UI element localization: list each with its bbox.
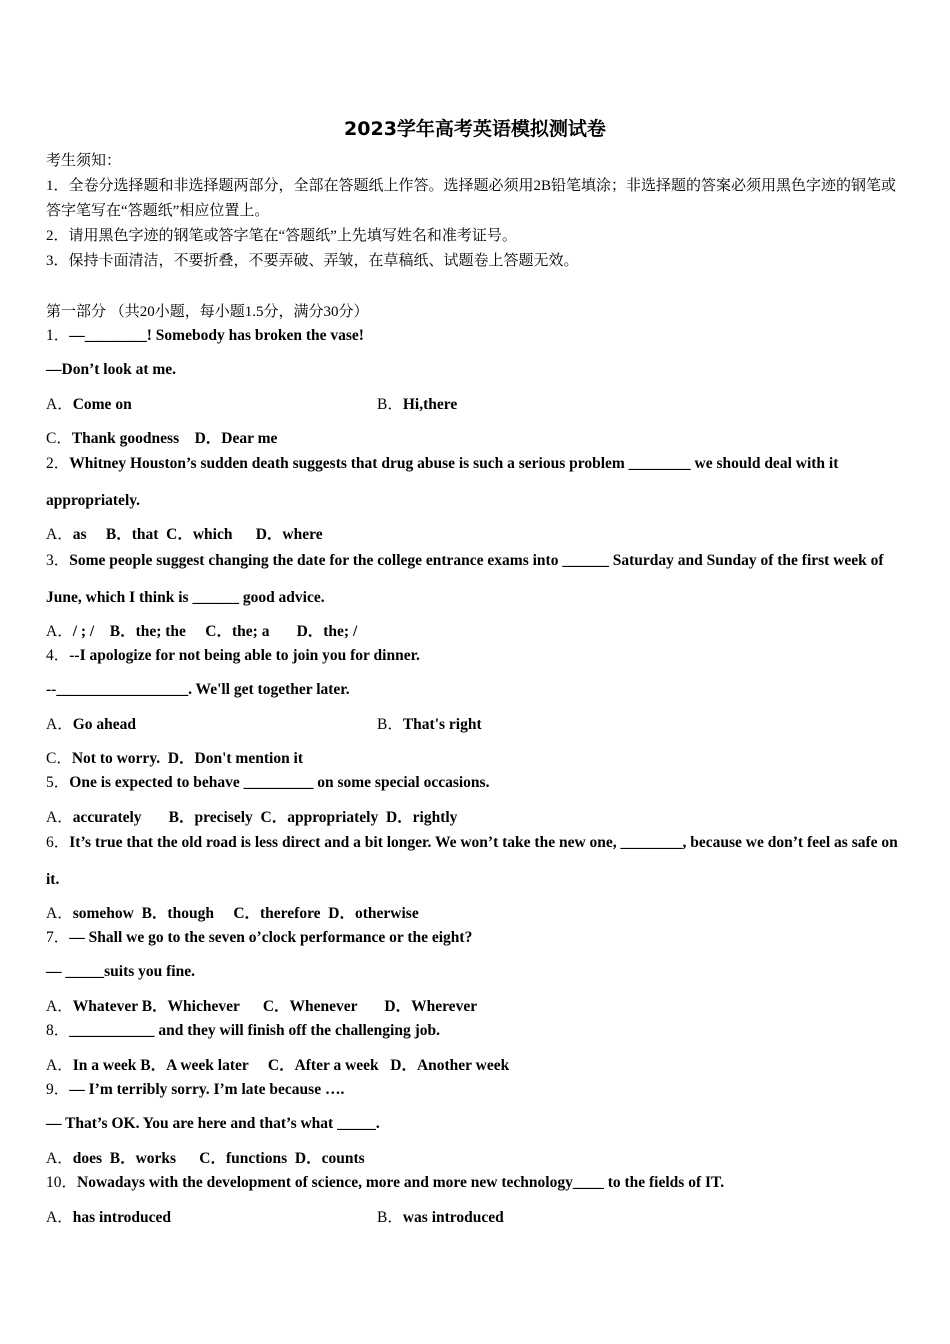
section-heading: 第一部分 （共20小题，每小题1.5分，满分30分）	[46, 304, 369, 320]
question-1: 1．—________! Somebody has broken the vase!	[46, 327, 364, 344]
question-4: 4．--I apologize for not being able to join you for dinner.	[46, 647, 420, 664]
question-10-option-a: A．has introduced	[46, 1209, 172, 1226]
notice-item-2: 2．请用黑色字迹的钢笔或答字笔在“答题纸”上先填写姓名和准考证号。	[46, 228, 517, 244]
question-6: 6．It’s true that the old road is less direct and a bit longer. We won’t take the new one, ________, because we don’t feel as safe on it.	[46, 834, 898, 888]
question-10-option-b: B．was introduced	[377, 1209, 504, 1226]
question-5-options: A．accurately B．precisely C．appropriately D．rightly	[46, 809, 458, 826]
question-4-option-a: A．Go ahead	[46, 716, 137, 733]
question-stem: — I’m terribly sorry. I’m late because ….	[69, 1081, 345, 1098]
question-5: 5．One is expected to behave _________ on some special occasions.	[46, 774, 490, 791]
question-stem: --I apologize for not being able to join you for dinner.	[69, 647, 420, 664]
question-10: 10．Nowadays with the development of science, more and more new technology____ to the fields of IT.	[46, 1174, 725, 1191]
question-2: 2．Whitney Houston’s sudden death suggests that drug abuse is such a serious problem ________ we should deal with it appropriately.	[46, 455, 839, 509]
notice-block	[46, 149, 906, 274]
question-6-options: A．somehow B．though C．therefore D．otherwise	[46, 905, 419, 922]
page-title: 2023学年高考英语模拟测试卷	[344, 118, 606, 140]
notice-item-1: 1．全卷分选择题和非选择题两部分，全部在答题纸上作答。选择题必须用2B铅笔填涂；非选择题的答案必须用黑色字迹的钢笔或答字笔写在“答题纸”相应位置上。	[46, 178, 897, 219]
notice-item-3: 3．保持卡面清洁，不要折叠，不要弄破、弄皱，在草稿纸、试题卷上答题无效。	[46, 253, 579, 269]
question-1-option-b: B．Hi,there	[377, 396, 458, 413]
question-9-options: A．does B．works C．functions D．counts	[46, 1150, 365, 1167]
question-8-options: A．In a week B．A week later C．After a week D．Another week	[46, 1057, 510, 1074]
notice-heading: 考生须知：	[46, 153, 122, 169]
question-7-options: A．Whatever B．Whichever C．Whenever D．Wherever	[46, 998, 478, 1015]
question-stem: — Shall we go to the seven o’clock performance or the eight?	[69, 929, 473, 946]
question-stem: One is expected to behave _________ on some special occasions.	[69, 774, 490, 791]
question-3: 3．Some people suggest changing the date for the college entrance exams into ______ Saturday and Sunday of the first week of June, which I think is ______ good advice.	[46, 552, 884, 606]
question-1-option-a: A．Come on	[46, 396, 132, 413]
question-1-reply: —Don’t look at me.	[46, 361, 177, 378]
question-2-options: A．as B．that C．which D．where	[46, 526, 323, 543]
question-4-option-b: B．That's right	[377, 716, 482, 733]
question-3-options: A．/ ; / B．the; the C．the; a D．the; /	[46, 623, 358, 640]
question-stem: Nowadays with the development of science, more and more new technology____ to the fields of IT.	[77, 1174, 725, 1191]
question-1-option-cd: C．Thank goodness D．Dear me	[46, 430, 278, 447]
question-9-reply: — That’s OK. You are here and that’s what _____.	[46, 1115, 380, 1132]
question-stem: —________! Somebody has broken the vase!	[69, 327, 364, 344]
question-4-option-cd: C．Not to worry. D．Don't mention it	[46, 750, 304, 767]
question-9: 9．— I’m terribly sorry. I’m late because ….	[46, 1081, 345, 1098]
question-4-reply: --_________________. We'll get together later.	[46, 681, 350, 698]
question-stem: It’s true that the old road is less direct and a bit longer. We won’t take the new one, ________, because we don’t feel as safe on it.	[46, 834, 898, 888]
question-8: 8．___________ and they will finish off the challenging job.	[46, 1022, 441, 1039]
question-7: 7．— Shall we go to the seven o’clock performance or the eight?	[46, 929, 473, 946]
question-stem: ___________ and they will finish off the challenging job.	[69, 1022, 441, 1039]
question-stem: Whitney Houston’s sudden death suggests that drug abuse is such a serious problem ________ we should deal with it appropriately.	[46, 455, 839, 509]
question-7-reply: — _____suits you fine.	[46, 963, 195, 980]
question-stem: Some people suggest changing the date for the college entrance exams into ______ Saturday and Sunday of the first week of June, which I think is ______ good advice.	[46, 552, 884, 606]
